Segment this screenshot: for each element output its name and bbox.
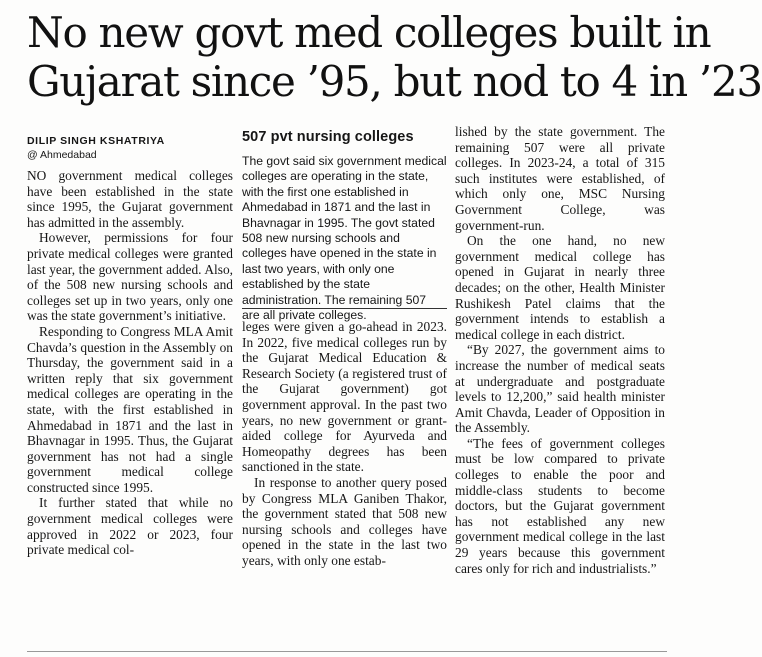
paragraph: NO government medical colleges have been established in the state since 1995, the Gujarat government has admitted in the assembly.	[27, 168, 233, 230]
paragraph: leges were given a go-ahead in 2023. In 2022, five medical colleges run by the Gujarat Medical Education & Research Society (a registered trust of the Gujarat government) got government approval. In the past two years, no new government or grant-aided college for Ayurveda and Homeopathy degrees has been sanctioned in the state.	[242, 319, 447, 475]
article-column-3	[455, 124, 665, 576]
headline-line-2: Gujarat since ’95, but nod to 4 in ’23	[27, 57, 762, 106]
byline-author: DILIP SINGH KSHATRIYA	[27, 135, 165, 147]
article-column-2	[242, 319, 447, 569]
sidebar-text: The govt said six government medical colleges are operating in the state, with the first one established in Ahmedabad in 1871 and the last in Bhavnagar in 1995. The govt stated 508 new nursing schools and colleges have opened in the state in last two years, with only one established by the state administration. The remaining 507 are all private colleges.	[242, 154, 447, 323]
paragraph: Responding to Congress MLA Amit Chavda’s question in the Assembly on Thursday, the government said in a written reply that six government medical colleges are operating in the state, with the first established in Ahmedabad in 1871 and the last in Bhavnagar in 1995. Thus, the Gujarat government has not had a single government medical college constructed since 1995.	[27, 323, 233, 495]
byline-location: @ Ahmedabad	[27, 149, 97, 161]
sidebar-box	[242, 128, 447, 323]
paragraph: lished by the state government. The remaining 507 were all private colleges. In 2023-24, a total of 315 such institutes were established, of which only one, MSC Nursing Government College, was government-run.	[455, 124, 665, 233]
headline	[27, 8, 762, 106]
column-1-body	[27, 168, 233, 558]
paragraph: However, permissions for four private medical colleges were granted last year, the government added. Also, of the 508 new nursing schools and colleges set up in two years, only one was the state government’s initiative.	[27, 230, 233, 324]
sidebar-title: 507 pvt nursing colleges	[242, 129, 414, 145]
paragraph: “By 2027, the government aims to increase the number of medical seats at undergraduate and postgraduate levels to 12,200,” said health minister Amit Chavda, Leader of Opposition in the Assembly.	[455, 342, 665, 436]
article-column-1	[27, 128, 233, 558]
paragraph: On the one hand, no new government medical college has opened in Gujarat in nearly three decades; on the other, Health Minister Rushikesh Patel claims that the government intends to establish a medical college in each district.	[455, 233, 665, 342]
bottom-divider	[27, 651, 667, 652]
headline-line-1: No new govt med colleges built in	[27, 8, 711, 57]
paragraph: In response to another query posed by Congress MLA Ganiben Thakor, the government stated that 508 new nursing schools and colleges have opened in the state in the last two years, with only one estab-	[242, 474, 447, 568]
paragraph: “The fees of government colleges must be low compared to private colleges to enable the poor and middle-class students to become doctors, but the Gujarat government has not established any new government medical college in the last 29 years because this government cares only for rich and industrialists.”	[455, 435, 665, 576]
sidebar-divider	[242, 308, 447, 309]
paragraph: It further stated that while no government medical colleges were approved in 2022 or 2023, four private medical col-	[27, 495, 233, 558]
